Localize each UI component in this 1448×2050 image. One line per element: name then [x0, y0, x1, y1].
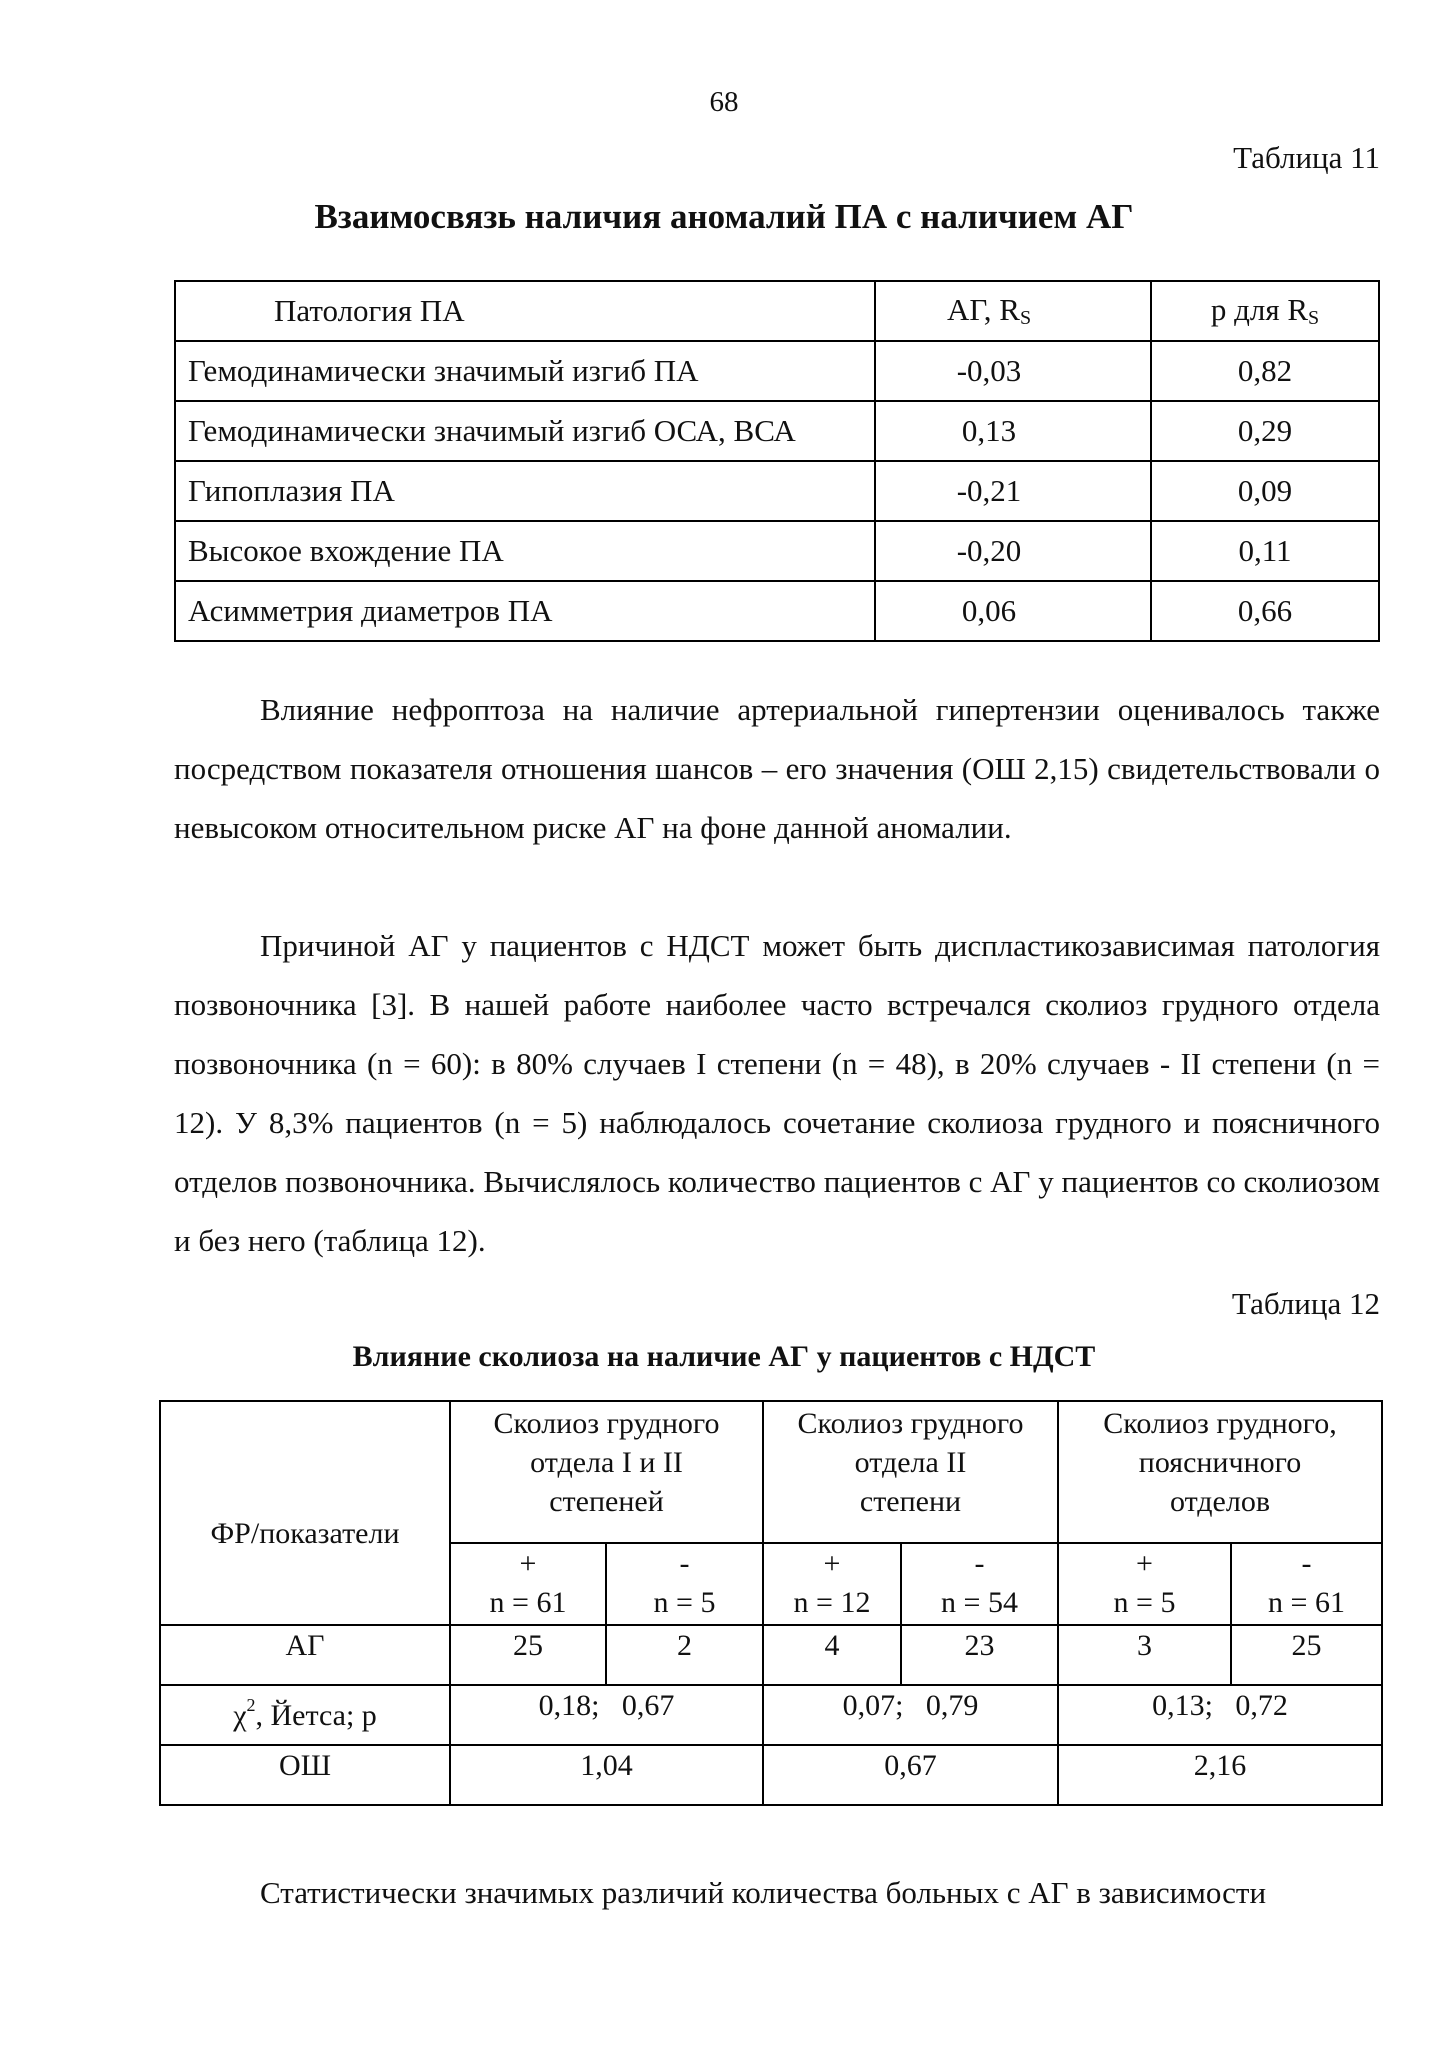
table-12-group-row	[160, 1401, 1382, 1543]
page-number: 68	[709, 86, 739, 118]
paragraph-nephroptosis: Влияние нефроптоза на наличие артериальной гипертензии оценивалось также посредством показателя отношения шансов – его значения (ОШ 2,15) свидетельствовали о невысоком относительном риске АГ на фоне данной аномалии.	[174, 692, 1380, 845]
group-header-3: Сколиоз грудного, поясничного отделов	[1058, 1401, 1382, 1543]
row-rs: 0,13	[875, 401, 1151, 461]
subheader-cell: - n = 54	[901, 1543, 1058, 1625]
table-row	[160, 1685, 1382, 1745]
chi-value: 0,07; 0,79	[763, 1685, 1058, 1745]
header-ag-rs: АГ, $R_S$	[875, 281, 1151, 341]
row-name: Высокое вхождение ПА	[175, 521, 875, 581]
row-rs: -0,03	[875, 341, 1151, 401]
ag-value: 4	[763, 1625, 901, 1685]
row-p: 0,09	[1151, 461, 1379, 521]
table-12-title: Влияние сколиоза на наличие АГ у пациентов с НДСТ	[352, 1340, 1096, 1373]
table-11-label: Таблица 11	[1233, 140, 1380, 175]
table-11-header-row	[175, 281, 1379, 341]
subheader-cell: + n = 61	[450, 1543, 606, 1625]
ag-value: 25	[450, 1625, 606, 1685]
group-header-2: Сколиоз грудного отдела II степени	[763, 1401, 1058, 1543]
header-p-rs: р для $R_S$	[1151, 281, 1379, 341]
row-rs: -0,21	[875, 461, 1151, 521]
table-row	[160, 1625, 1382, 1685]
table-12	[159, 1400, 1383, 1806]
ag-value: 3	[1058, 1625, 1231, 1685]
row-name: Гемодинамически значимый изгиб ПА	[175, 341, 875, 401]
table-row	[175, 461, 1379, 521]
subheader-cell: + n = 12	[763, 1543, 901, 1625]
row-name: Асимметрия диаметров ПА	[175, 581, 875, 641]
ag-value: 2	[606, 1625, 763, 1685]
row-p: 0,66	[1151, 581, 1379, 641]
or-value: 0,67	[763, 1745, 1058, 1805]
row-p: 0,11	[1151, 521, 1379, 581]
table-row	[175, 581, 1379, 641]
row-name: Гемодинамически значимый изгиб ОСА, ВСА	[175, 401, 875, 461]
row-name: Гипоплазия ПА	[175, 461, 875, 521]
row-label-chi-square: $\chi^2$, Йетса; р	[160, 1685, 450, 1745]
chi-value: 0,13; 0,72	[1058, 1685, 1382, 1745]
table-row	[160, 1745, 1382, 1805]
row-rs: 0,06	[875, 581, 1151, 641]
row-label-or: ОШ	[160, 1745, 450, 1805]
table-11-title: Взаимосвязь наличия аномалий ПА с наличием АГ	[314, 197, 1134, 236]
table-row	[175, 401, 1379, 461]
group-header-1: Сколиоз грудного отдела I и II степеней	[450, 1401, 763, 1543]
chi-value: 0,18; 0,67	[450, 1685, 763, 1745]
header-risk-factor: ФР/показатели	[160, 1401, 450, 1625]
paragraph-conclusion: Статистически значимых различий количества больных с АГ в зависимости	[260, 1875, 1267, 1910]
row-p: 0,29	[1151, 401, 1379, 461]
table-12-label: Таблица 12	[1231, 1286, 1380, 1321]
table-row	[175, 341, 1379, 401]
or-value: 2,16	[1058, 1745, 1382, 1805]
header-pathology: Патология ПА	[175, 281, 875, 341]
row-p: 0,82	[1151, 341, 1379, 401]
or-value: 1,04	[450, 1745, 763, 1805]
paragraph-scoliosis: Причиной АГ у пациентов с НДСТ может быть диспластикозависимая патология позвоночника [3]. В нашей работе наиболее часто встречался сколиоз грудного отдела позвоночника (n = 60): в 80% случаев I степени (n = 48), в 20% случаев - II степени (n = 12). У 8,3% пациентов (n = 5) наблюдалось сочетание сколиоза грудного и поясничного отделов позвоночника. Вычислялось количество пациентов с АГ у пациентов со сколиозом и без него (таблица 12).	[174, 928, 1380, 1258]
row-rs: -0,20	[875, 521, 1151, 581]
ag-value: 25	[1231, 1625, 1382, 1685]
subheader-cell: - n = 61	[1231, 1543, 1382, 1625]
subheader-cell: - n = 5	[606, 1543, 763, 1625]
subheader-cell: + n = 5	[1058, 1543, 1231, 1625]
table-row	[175, 521, 1379, 581]
table-11	[174, 280, 1380, 642]
ag-value: 23	[901, 1625, 1058, 1685]
row-label-ag: АГ	[160, 1625, 450, 1685]
